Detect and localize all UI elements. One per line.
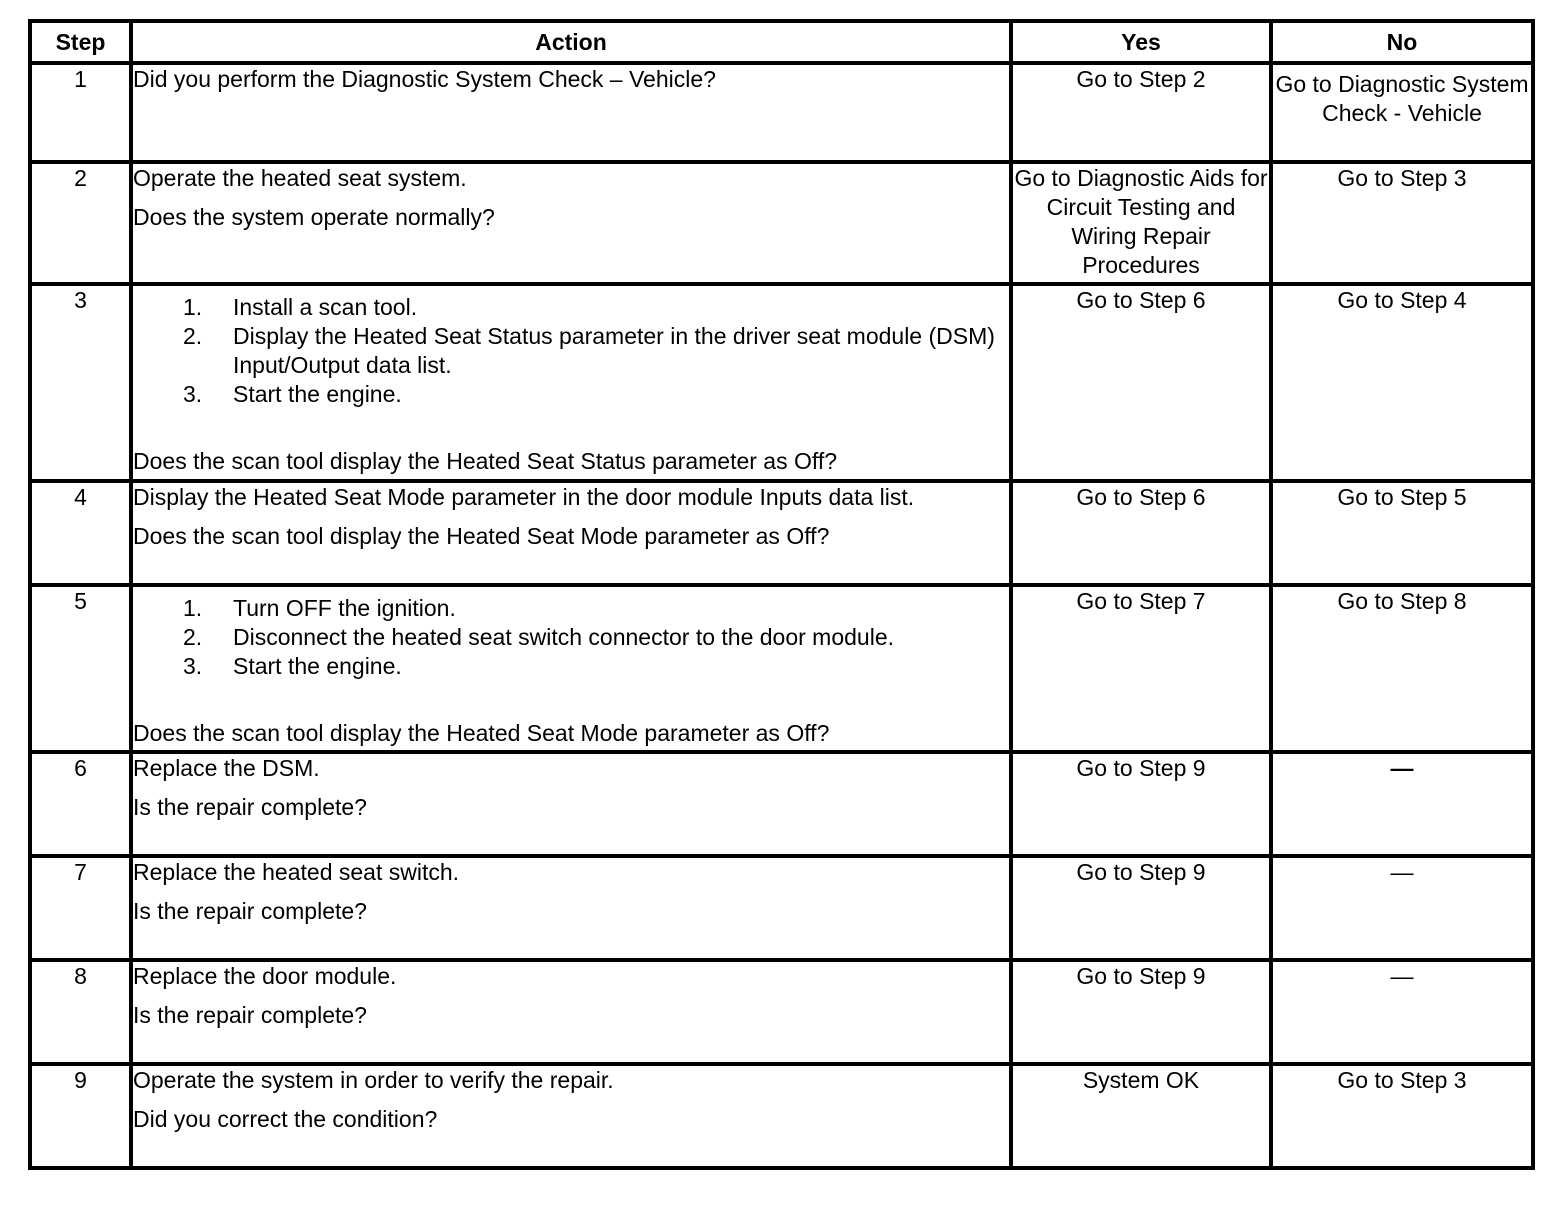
no-cell: — — [1271, 752, 1533, 856]
action-text: Operate the system in order to verify the repair. — [133, 1067, 614, 1093]
yes-cell: Go to Step 2 — [1011, 63, 1271, 162]
action-cell — [131, 752, 1011, 856]
step-number: 6 — [30, 752, 131, 856]
question-text: Did you correct the condition? — [133, 1106, 438, 1132]
header-row — [30, 21, 1533, 63]
question-text: Does the system operate normally? — [133, 204, 495, 230]
list-item: 3. Start the engine. — [183, 381, 402, 407]
question-text: Is the repair complete? — [133, 1002, 367, 1028]
action-cell — [131, 1064, 1011, 1168]
step-number: 1 — [30, 63, 131, 162]
step-number: 3 — [30, 284, 131, 481]
list-item: 3. Start the engine. — [183, 653, 402, 679]
question-text: Is the repair complete? — [133, 898, 367, 924]
no-cell: Go to Step 5 — [1271, 481, 1533, 585]
action-cell — [131, 162, 1011, 284]
action-text: Display the Heated Seat Mode parameter in the door module Inputs data list. — [133, 484, 915, 510]
yes-cell: Go to Diagnostic Aids for Circuit Testing and Wiring Repair Procedures — [1011, 162, 1271, 284]
action-cell — [131, 63, 1011, 162]
step-number: 4 — [30, 481, 131, 585]
action-cell — [131, 960, 1011, 1064]
no-cell: Go to Step 4 — [1271, 284, 1533, 481]
step-number: 2 — [30, 162, 131, 284]
no-cell: Go to Diagnostic System Check - Vehicle — [1271, 63, 1533, 162]
list-item: 1. Turn OFF the ignition. — [183, 595, 456, 621]
substep-list — [133, 293, 1009, 409]
header-action: Action — [131, 21, 1011, 63]
action-text: Replace the heated seat switch. — [133, 859, 460, 885]
yes-cell: System OK — [1011, 1064, 1271, 1168]
diagnostic-table — [28, 19, 1535, 1170]
table-row — [30, 63, 1533, 162]
table-row — [30, 162, 1533, 284]
header-step: Step — [30, 21, 131, 63]
list-item: 1. Install a scan tool. — [183, 294, 418, 320]
table-row — [30, 481, 1533, 585]
table-row — [30, 1064, 1533, 1168]
no-cell: Go to Step 8 — [1271, 585, 1533, 752]
question-text: Is the repair complete? — [133, 794, 367, 820]
header-no: No — [1271, 21, 1533, 63]
table-row — [30, 856, 1533, 960]
table-row — [30, 284, 1533, 481]
action-text: Replace the DSM. — [133, 755, 320, 781]
action-cell — [131, 481, 1011, 585]
yes-cell: Go to Step 6 — [1011, 284, 1271, 481]
action-cell — [131, 284, 1011, 481]
no-cell: — — [1271, 856, 1533, 960]
action-cell — [131, 585, 1011, 752]
step-number: 8 — [30, 960, 131, 1064]
list-item: 2. Disconnect the heated seat switch connector to the door module. — [183, 624, 895, 650]
table-row — [30, 960, 1533, 1064]
yes-cell: Go to Step 6 — [1011, 481, 1271, 585]
step-number: 7 — [30, 856, 131, 960]
action-text: Operate the heated seat system. — [133, 165, 467, 191]
yes-cell: Go to Step 7 — [1011, 585, 1271, 752]
action-cell — [131, 856, 1011, 960]
question-text: Does the scan tool display the Heated Seat Mode parameter as Off? — [133, 523, 830, 549]
yes-cell: Go to Step 9 — [1011, 752, 1271, 856]
yes-cell: Go to Step 9 — [1011, 856, 1271, 960]
header-yes: Yes — [1011, 21, 1271, 63]
table-row — [30, 752, 1533, 856]
question-text: Does the scan tool display the Heated Seat Status parameter as Off? — [133, 448, 838, 474]
step-number: 5 — [30, 585, 131, 752]
step-number: 9 — [30, 1064, 131, 1168]
no-cell: — — [1271, 960, 1533, 1064]
list-item: 2. Display the Heated Seat Status parameter in the driver seat module (DSM) Input/Output data list. — [183, 323, 995, 378]
no-cell: Go to Step 3 — [1271, 162, 1533, 284]
no-cell: Go to Step 3 — [1271, 1064, 1533, 1168]
action-text: Did you perform the Diagnostic System Check – Vehicle? — [133, 66, 716, 92]
yes-cell: Go to Step 9 — [1011, 960, 1271, 1064]
substep-list — [133, 594, 1009, 681]
table-row — [30, 585, 1533, 752]
question-text: Does the scan tool display the Heated Seat Mode parameter as Off? — [133, 720, 830, 746]
action-text: Replace the door module. — [133, 963, 397, 989]
